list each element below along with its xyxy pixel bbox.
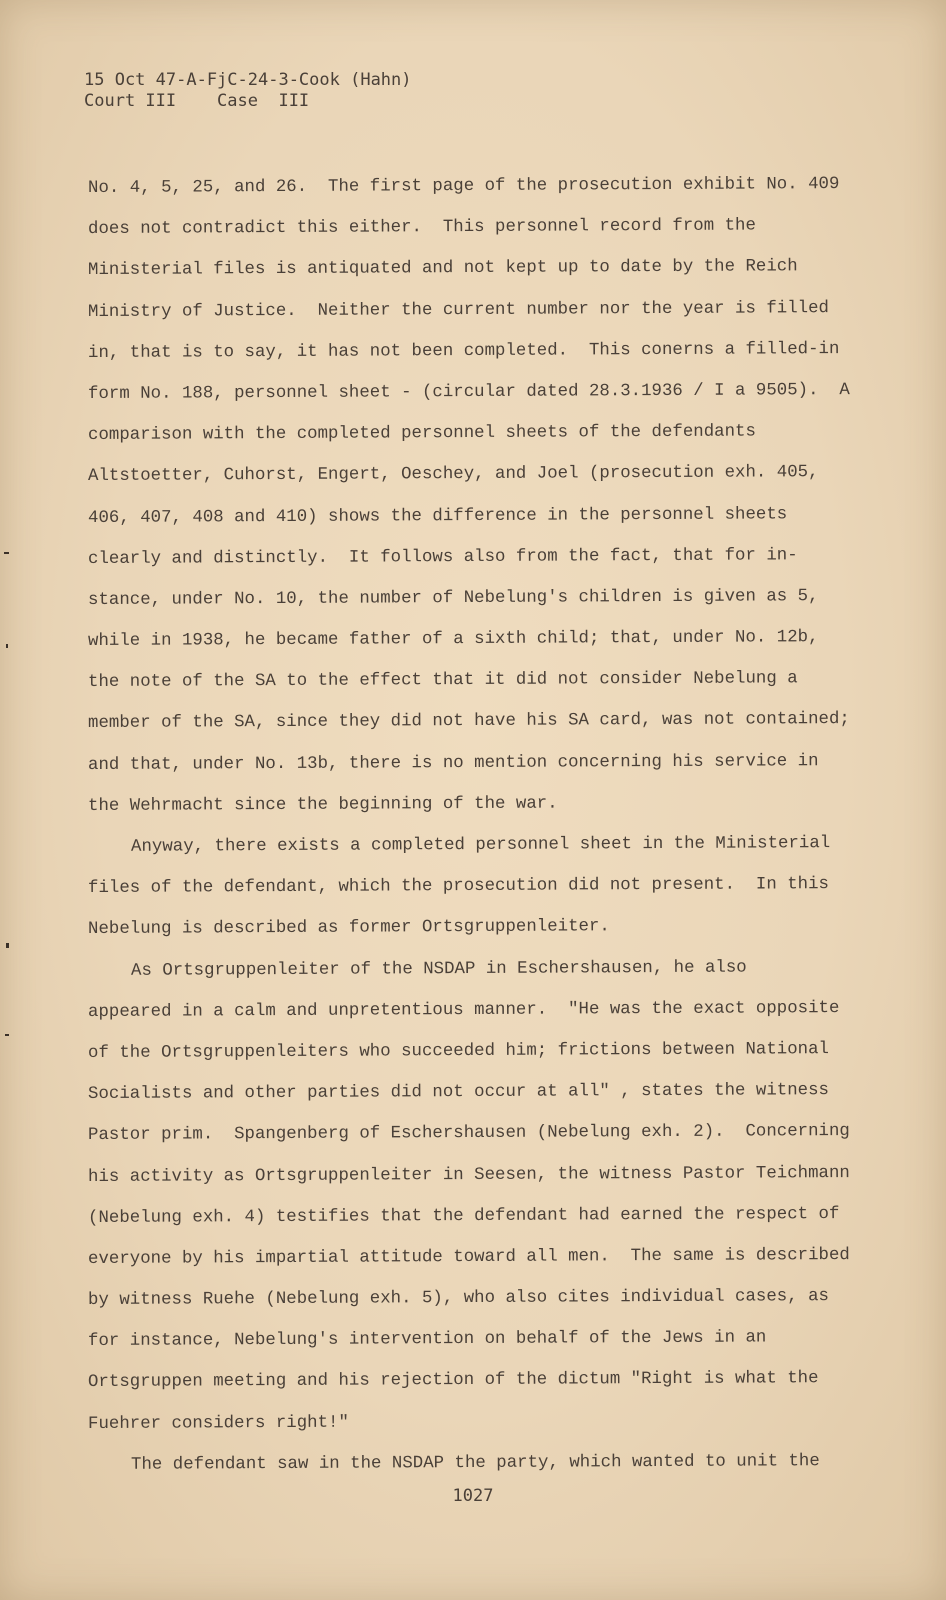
body-line: and that, under No. 13b, there is no mention concerning his service in [87, 751, 819, 775]
body-line: the note of the SA to the effect that it did not consider Nebelung a [87, 669, 798, 693]
body-line: does not contradict this either. This personnel record from the [87, 216, 756, 240]
header-reference: 15 Oct 47-A-FjC-24-3-Cook (Hahn) [84, 70, 412, 90]
body-line: stance, under No. 10, the number of Nebelung's children is given as 5, [87, 587, 819, 610]
body-line: No. 4, 5, 25, and 26. The first page of the prosecution exhibit No. 409 [87, 175, 840, 198]
document-body [88, 168, 858, 1486]
margin-mark [5, 1034, 9, 1036]
body-line: files of the defendant, which the prosecution did not present. In this [87, 875, 830, 899]
body-line: of the Ortsgruppenleiters who succeeded him; frictions between National [87, 1040, 830, 1063]
body-line: Altstoetter, Cuhorst, Engert, Oeschey, and Joel (prosecution exh. 405, [87, 463, 819, 487]
body-line: appeared in a calm and unpretentious manner. "He was the exact opposite [87, 998, 840, 1022]
body-line: The defendant saw in the NSDAP the party, which wanted to unit the [130, 1451, 820, 1475]
body-line: clearly and distinctly. It follows also from the fact, that for in- [87, 545, 798, 569]
body-line: by witness Ruehe (Nebelung exh. 5), who also cites individual cases, as [87, 1287, 830, 1311]
margin-mark [6, 644, 8, 648]
body-line: Fuehrer considers right!" [87, 1413, 349, 1434]
margin-mark [4, 552, 9, 554]
body-line: comparison with the completed personnel sheets of the defendants [87, 422, 756, 446]
body-line: in, that is to say, it has not been completed. This conerns a filled-in [87, 339, 840, 363]
body-line: Socialists and other parties did not occur at all" , states the witness [87, 1081, 830, 1105]
body-line: (Nebelung exh. 4) testifies that the defendant had earned the respect of [87, 1204, 840, 1228]
body-line: Pastor prim. Spangenberg of Eschershausen (Nebelung exh. 2). Concerning [87, 1122, 850, 1146]
body-line: Nebelung is described as former Ortsgruppenleiter. [87, 917, 610, 940]
body-line: everyone by his impartial attitude toward all men. The same is described [87, 1245, 850, 1269]
body-line: form No. 188, personnel sheet - (circular dated 28.3.1936 / I a 9505). A [87, 380, 850, 404]
body-line: for instance, Nebelung's intervention on behalf of the Jews in an [87, 1328, 767, 1352]
body-line: As Ortsgruppenleiter of the NSDAP in Eschershausen, he also [130, 958, 747, 981]
body-line: Ortsgruppen meeting and his rejection of the dictum "Right is what the [87, 1369, 819, 1393]
page-number: 1027 [452, 1486, 494, 1506]
body-line: while in 1938, he became father of a sixth child; that, under No. 12b, [87, 628, 819, 652]
margin-mark [6, 943, 9, 948]
body-line: the Wehrmacht since the beginning of the war. [87, 794, 558, 816]
body-line: his activity as Ortsgruppenleiter in Seesen, the witness Pastor Teichmann [87, 1163, 850, 1187]
body-line: Anyway, there exists a completed personnel sheet in the Ministerial [130, 834, 831, 857]
document-header [84, 70, 412, 112]
body-line: Ministry of Justice. Neither the current number nor the year is filled [87, 298, 830, 322]
body-line: 406, 407, 408 and 410) shows the difference in the personnel sheets [87, 504, 788, 528]
body-line: Ministerial files is antiquated and not kept up to date by the Reich [87, 257, 798, 281]
header-court-case: Court III Case III [84, 91, 310, 111]
body-line: member of the SA, since they did not have his SA card, was not contained; [87, 710, 850, 734]
